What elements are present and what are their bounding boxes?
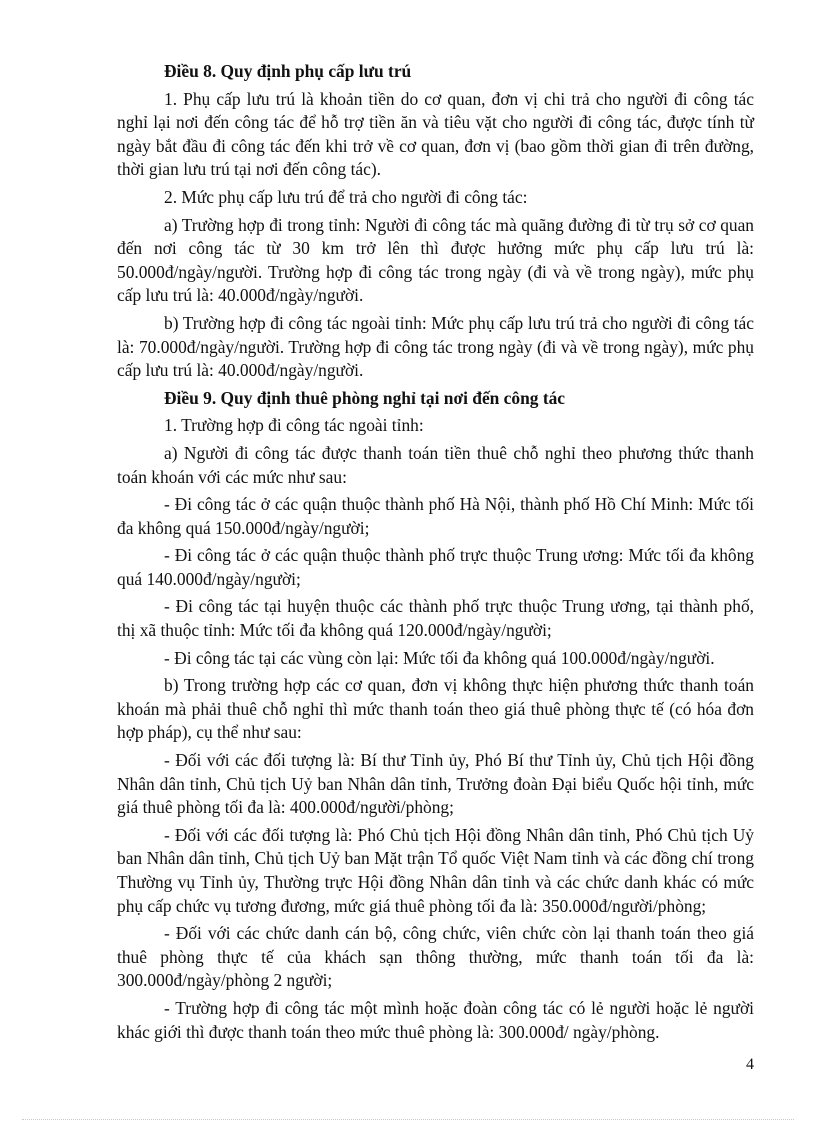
article-8-heading: Điều 8. Quy định phụ cấp lưu trú (164, 61, 412, 81)
article-8-paragraph-1: 1. Phụ cấp lưu trú là khoản tiền do cơ quan, đơn vị chi trả cho người đi công tác nghỉ lại nơi đến công tác để hỗ trợ tiền ăn và tiêu vặt cho người đi công tác, được tính từ ngày bắt đầu đi công tác đến khi trở về cơ quan, đơn vị (bao gồm thời gian đi trên đường, thời gian lưu trú tại nơi đến công tác). (117, 88, 754, 180)
article-9-list-item: - Đối với các đối tượng là: Phó Chủ tịch Hội đồng Nhân dân tỉnh, Phó Chủ tịch Uỷ ban Nhân dân tỉnh, Chủ tịch Uỷ ban Mặt trận Tổ quốc Việt Nam tỉnh và các đồng chí trong Thường vụ Tỉnh ủy, Thường trực Hội đồng Nhân dân tỉnh và các chức danh khác có mức phụ cấp chức vụ tương đương, mức giá thuê phòng tối đa là: 350.000đ/người/phòng; (117, 824, 754, 916)
article-9-heading: Điều 9. Quy định thuê phòng nghỉ tại nơi đến công tác (164, 387, 566, 408)
article-9-list-item: - Đối với các đối tượng là: Bí thư Tỉnh ủy, Phó Bí thư Tỉnh ủy, Chủ tịch Hội đồng Nhân dân tỉnh, Chủ tịch Uỷ ban Nhân dân tỉnh, Trưởng đoàn Đại biểu Quốc hội tỉnh, mức giá thuê phòng tối đa là: 400.000đ/người/phòng; (117, 750, 754, 818)
page-number: 4 (746, 1056, 754, 1073)
article-9-paragraph-1a: a) Người đi công tác được thanh toán tiền thuê chỗ nghỉ theo phương thức thanh toán khoán với các mức như sau: (117, 442, 754, 487)
article-8-paragraph-2b: b) Trường hợp đi công tác ngoài tỉnh: Mức phụ cấp lưu trú trả cho người đi công tác là: 70.000đ/ngày/người. Trường hợp đi công tác trong ngày (đi và về trong ngày), mức phụ cấp lưu trú là: 40.000đ/ngày/người. (117, 312, 754, 381)
article-9-list-item: - Trường hợp đi công tác một mình hoặc đoàn công tác có lẻ người hoặc lẻ người khác giới thì được thanh toán theo mức thuê phòng là: 300.000đ/ ngày/phòng. (117, 997, 754, 1042)
article-9-list-item: - Đối với các chức danh cán bộ, công chức, viên chức còn lại thanh toán theo giá thuê phòng thực tế của khách sạn thông thường, mức thanh toán tối đa là: 300.000đ/ngày/phòng 2 người; (117, 923, 754, 991)
article-8-paragraph-2a: a) Trường hợp đi trong tỉnh: Người đi công tác mà quãng đường đi từ trụ sở cơ quan đến nơi công tác từ 30 km trở lên thì được hưởng mức phụ cấp lưu trú là: 50.000đ/ngày/người. Trường hợp đi công tác trong ngày (đi và về trong ngày), mức phụ cấp lưu trú là: 40.000đ/ngày/người. (117, 214, 754, 306)
article-9-list-item: - Đi công tác tại huyện thuộc các thành phố trực thuộc Trung ương, tại thành phố, thị xã thuộc tỉnh: Mức tối đa không quá 120.000đ/ngày/người; (117, 596, 754, 641)
document-page (117, 60, 754, 1048)
article-9-paragraph-1: 1. Trường hợp đi công tác ngoài tỉnh: (164, 415, 424, 436)
page-bottom-divider (22, 1119, 794, 1120)
article-9-list-item: - Đi công tác ở các quận thuộc thành phố Hà Nội, thành phố Hồ Chí Minh: Mức tối đa không quá 150.000đ/ngày/người; (117, 494, 754, 538)
article-8-paragraph-2: 2. Mức phụ cấp lưu trú để trả cho người đi công tác: (164, 186, 528, 207)
article-9-list-item: - Đi công tác ở các quận thuộc thành phố trực thuộc Trung ương: Mức tối đa không quá 140.000đ/ngày/người; (117, 545, 754, 589)
article-9-list-item: - Đi công tác tại các vùng còn lại: Mức tối đa không quá 100.000đ/ngày/người. (164, 647, 715, 668)
article-9-paragraph-1b: b) Trong trường hợp các cơ quan, đơn vị không thực hiện phương thức thanh toán khoán mà phải thuê chỗ nghỉ thì mức thanh toán theo giá thuê phòng thực tế (có hóa đơn hợp pháp), cụ thể như sau: (117, 675, 754, 743)
